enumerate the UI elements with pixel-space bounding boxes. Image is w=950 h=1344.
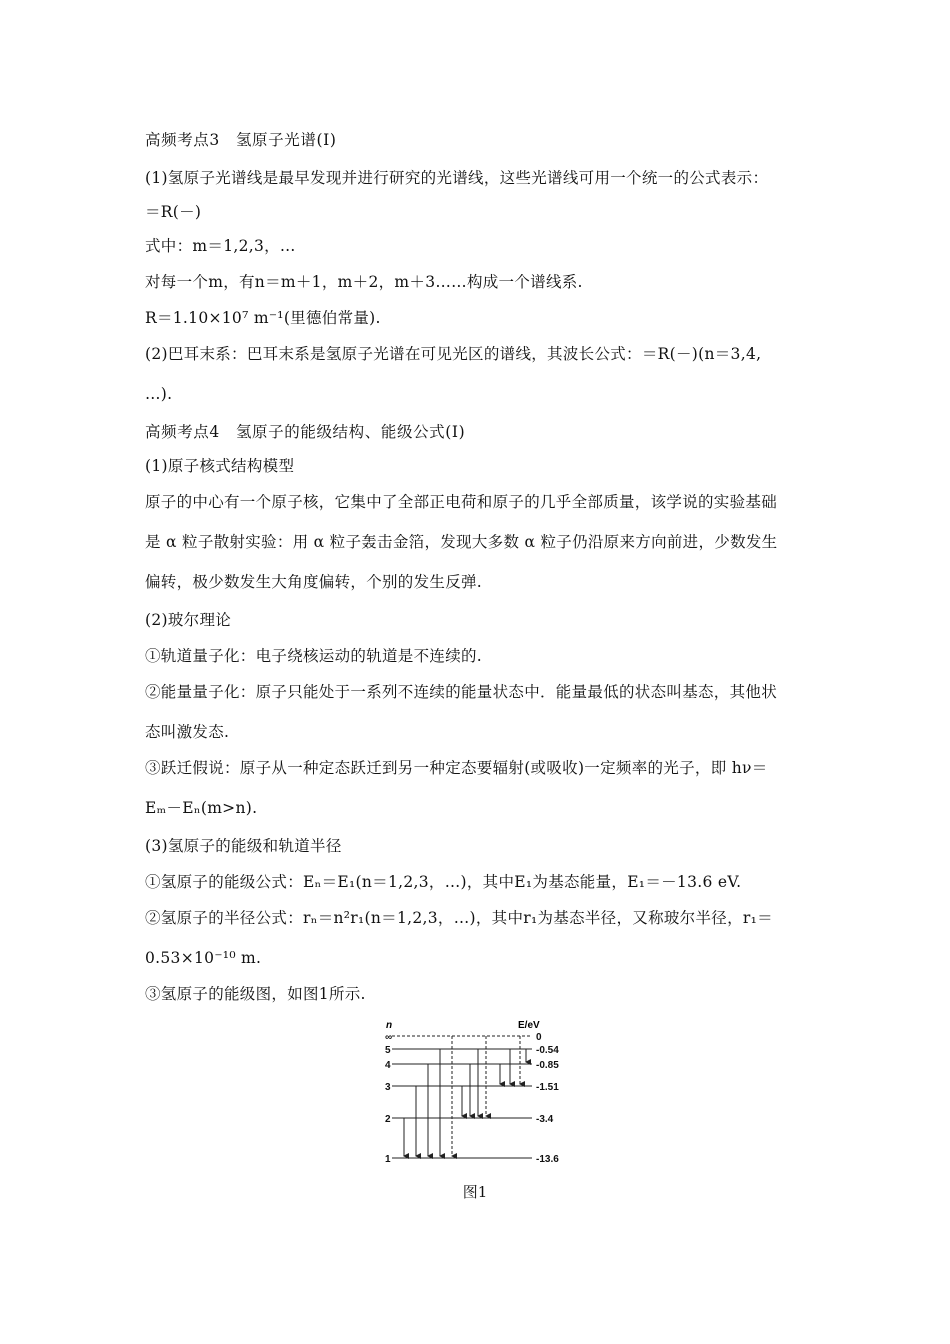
paragraph: 态叫激发态.: [145, 723, 230, 741]
level-n-label: 4: [385, 1060, 391, 1071]
paragraph: ①氢原子的能级公式：Eₙ＝E₁(n＝1,2,3，…)，其中E₁为基态能量，E₁＝－13.6 eV.: [145, 873, 742, 891]
level-energy-label: -3.4: [536, 1114, 554, 1125]
level-energy-label: -1.51: [536, 1082, 559, 1093]
level-n-label: 2: [385, 1114, 391, 1125]
paragraph: (1)氢原子光谱线是最早发现并进行研究的光谱线，这些光谱线可用一个统一的公式表示：: [145, 169, 769, 187]
paragraph: R＝1.10×10⁷ m⁻¹(里德伯常量).: [145, 309, 381, 327]
paragraph: 原子的中心有一个原子核，它集中了全部正电荷和原子的几乎全部质量，该学说的实验基础: [145, 493, 778, 511]
level-energy-label: -0.85: [536, 1060, 559, 1071]
paragraph: ②氢原子的半径公式：rₙ＝n²r₁(n＝1,2,3，…)，其中r₁为基态半径，又称玻尔半径，r₁＝: [145, 909, 773, 927]
paragraph: ③跃迁假说：原子从一种定态跃迁到另一种定态要辐射(或吸收)一定频率的光子，即 hν＝: [145, 759, 768, 777]
level-n-label: 5: [385, 1045, 391, 1056]
paragraph: 是 α 粒子散射实验：用 α 粒子轰击金箔，发现大多数 α 粒子仍沿原来方向前进，少数发生: [145, 533, 778, 551]
formula-line: ＝R(－): [145, 203, 202, 221]
n-axis-label: n: [386, 1020, 393, 1031]
energy-level-diagram: [360, 1016, 590, 1168]
level-energy-label: -13.6: [536, 1154, 559, 1165]
paragraph: ①轨道量子化：电子绕核运动的轨道是不连续的.: [145, 647, 483, 665]
level-n-label: 3: [385, 1082, 391, 1093]
paragraph: (2)玻尔理论: [145, 611, 232, 629]
section4-heading: 高频考点4 氢原子的能级结构、能级公式(Ⅰ): [145, 423, 466, 441]
paragraph: 偏转，极少数发生大角度偏转，个别的发生反弹.: [145, 573, 483, 591]
paragraph: …).: [145, 385, 173, 403]
level-energy-label: -0.54: [536, 1045, 559, 1056]
paragraph: ②能量量子化：原子只能处于一系列不连续的能量状态中．能量最低的状态叫基态，其他状: [145, 683, 778, 701]
energy-axis-label: E/eV: [518, 1020, 540, 1031]
figure-caption: 图1: [462, 1183, 488, 1201]
paragraph: (1)原子核式结构模型: [145, 457, 295, 475]
paragraph: (3)氢原子的能级和轨道半径: [145, 837, 342, 855]
paragraph: (2)巴耳末系：巴耳末系是氢原子光谱在可见光区的谱线，其波长公式：＝R(－)(n＝3,4,: [145, 345, 762, 363]
paragraph: Eₘ－Eₙ(m>n).: [145, 799, 258, 817]
paragraph: 0.53×10⁻¹⁰ m.: [145, 949, 262, 967]
paragraph: 对每一个m，有n＝m＋1，m＋2，m＋3……构成一个谱线系.: [145, 273, 583, 291]
level-n-label: 1: [385, 1154, 391, 1165]
section3-heading: 高频考点3 氢原子光谱(Ⅰ): [145, 131, 337, 149]
paragraph: 式中：m＝1,2,3，…: [145, 237, 296, 255]
level-n-label: ∞: [385, 1032, 393, 1043]
level-energy-label: 0: [536, 1032, 542, 1043]
paragraph: ③氢原子的能级图，如图1所示.: [145, 985, 366, 1003]
